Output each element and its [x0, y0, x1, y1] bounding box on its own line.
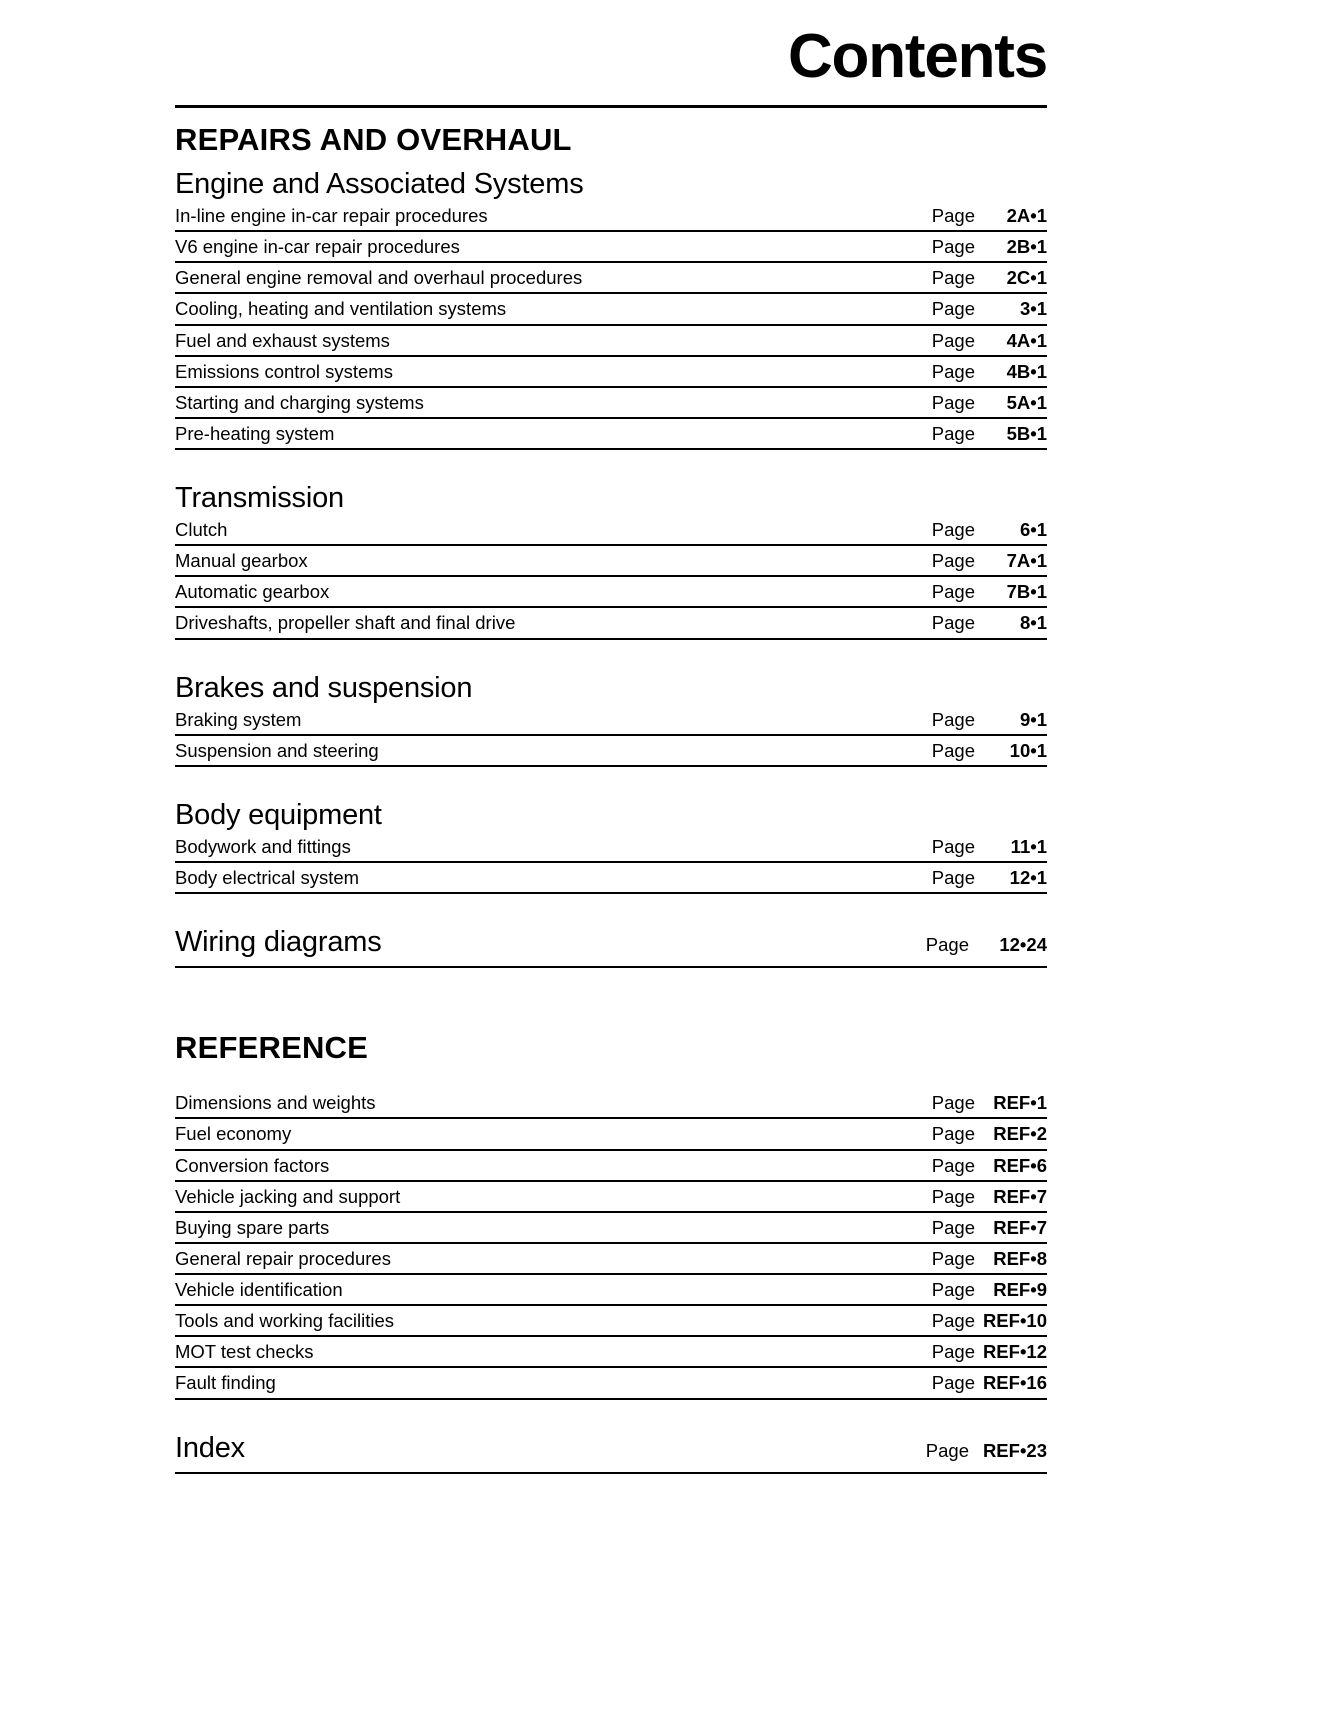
toc-entry-page [932, 612, 1047, 634]
section-spacer [175, 1066, 1047, 1088]
toc-entry[interactable] [175, 577, 1047, 608]
toc-entry-title: General repair procedures [175, 1247, 391, 1269]
toc-entry-page [932, 361, 1047, 383]
contents-content [175, 0, 1047, 1474]
page-label: Page [931, 391, 975, 413]
page-reference: 9•1 [1019, 708, 1047, 730]
toc-entry[interactable] [175, 201, 1047, 232]
toc-entry-title: Cooling, heating and ventilation systems [175, 298, 507, 320]
section-heading: Engine and Associated Systems [175, 168, 584, 200]
toc-entry[interactable] [175, 705, 1047, 736]
big-entry-spacer [175, 894, 1047, 916]
toc-entry-title: Fuel economy [175, 1123, 292, 1145]
toc-entry[interactable] [175, 546, 1047, 577]
toc-entry[interactable] [175, 388, 1047, 419]
toc-entry-index[interactable] [175, 1422, 1047, 1474]
toc-entry[interactable] [175, 1119, 1047, 1150]
masthead [175, 0, 1047, 108]
toc-entry-page [932, 1279, 1047, 1301]
toc-entry[interactable] [175, 1275, 1047, 1306]
toc-entry-page [932, 519, 1047, 541]
page-label: Page [931, 360, 975, 382]
toc-entry[interactable] [175, 263, 1047, 294]
toc-entry[interactable] [175, 1337, 1047, 1368]
page-label: Page [931, 236, 975, 258]
page-label: Page [931, 1279, 975, 1300]
section-heading: Brakes and suspension [175, 671, 473, 704]
toc-entry-page [932, 1155, 1047, 1177]
toc-entry[interactable] [175, 419, 1047, 450]
toc-entry-title: Dimensions and weights [175, 1092, 376, 1114]
page-label: Page [931, 708, 975, 730]
page-reference: 7A•1 [1006, 550, 1047, 572]
page-label: Page [931, 1341, 975, 1363]
page-label: Page [925, 934, 969, 955]
toc-entry-title: Conversion factors [175, 1154, 330, 1176]
toc-entry-title: V6 engine in-car repair procedures [175, 236, 460, 258]
toc-entry-title: MOT test checks [175, 1341, 314, 1363]
page-label: Page [931, 1216, 975, 1238]
toc-entry-title: Manual gearbox [175, 550, 308, 572]
section-spacer [175, 640, 1047, 662]
toc-entry-title: Driveshafts, propeller shaft and final drive [175, 612, 516, 634]
toc-entry-page [932, 423, 1047, 445]
page-reference: 2C•1 [1006, 267, 1047, 289]
page-reference: 4A•1 [1006, 329, 1047, 351]
page-reference: 8•1 [1019, 612, 1047, 634]
page-label: Page [931, 581, 975, 603]
toc-entry[interactable] [175, 515, 1047, 546]
toc-entry-page [932, 836, 1047, 858]
toc-entry-title: General engine removal and overhaul procedures [175, 267, 583, 289]
toc-entry-title: Clutch [175, 519, 228, 540]
page-reference: REF•7 [993, 1216, 1047, 1238]
part-spacer [175, 968, 1047, 1016]
page-reference: 2B•1 [1006, 236, 1047, 258]
section-brakes-and-suspension [175, 662, 1047, 767]
toc-entry-title: Vehicle identification [175, 1279, 343, 1300]
toc-entry-page [932, 1341, 1047, 1363]
toc-entry[interactable] [175, 1244, 1047, 1275]
page-reference: REF•7 [993, 1185, 1047, 1207]
toc-entry-page [932, 267, 1047, 289]
page-reference: REF•8 [993, 1247, 1047, 1269]
toc-entry[interactable] [175, 863, 1047, 894]
toc-entry[interactable] [175, 1151, 1047, 1182]
toc-entry-page [932, 709, 1047, 731]
page-label: Page [931, 1372, 975, 1394]
toc-entry-page [926, 1440, 1047, 1462]
section-heading: Transmission [175, 482, 344, 514]
toc-entry-page [932, 581, 1047, 603]
page-label: Page [931, 1185, 975, 1207]
toc-entry-title: Body electrical system [175, 866, 360, 888]
section-spacer [175, 767, 1047, 789]
page-reference: REF•1 [993, 1092, 1047, 1114]
section-transmission [175, 472, 1047, 640]
toc-entry[interactable] [175, 1182, 1047, 1213]
toc-entry-page [932, 1372, 1047, 1394]
page-reference: REF•16 [982, 1372, 1047, 1394]
toc-entry-page [932, 867, 1047, 889]
toc-entry-title: Emissions control systems [175, 360, 393, 382]
part-heading-repairs-and-overhaul: REPAIRS AND OVERHAUL [175, 122, 572, 157]
toc-entry-title: Fuel and exhaust systems [175, 329, 390, 351]
toc-entry[interactable] [175, 232, 1047, 263]
toc-entry-page [932, 330, 1047, 352]
page-label: Page [931, 267, 975, 289]
toc-entry-page [932, 1123, 1047, 1145]
toc-entry-page [932, 1092, 1047, 1114]
page-reference: 10•1 [1009, 739, 1047, 761]
toc-entry-title: Wiring diagrams [175, 926, 382, 958]
toc-entry-title: Index [175, 1431, 245, 1464]
toc-entry-title: Pre-heating system [175, 422, 335, 444]
toc-entry-page [926, 934, 1047, 956]
page-title: Contents [787, 22, 1047, 91]
page-reference: REF•9 [993, 1279, 1047, 1300]
toc-entry[interactable] [175, 1213, 1047, 1244]
page-label: Page [931, 422, 975, 444]
toc-entry-title: Buying spare parts [175, 1216, 330, 1238]
toc-entry-title: Vehicle jacking and support [175, 1185, 401, 1207]
toc-entry-page [932, 392, 1047, 414]
page-reference: 4B•1 [1006, 360, 1047, 382]
page-reference: REF•10 [982, 1310, 1047, 1332]
section-heading: Body equipment [175, 798, 382, 831]
toc-entry-page [932, 1310, 1047, 1332]
toc-entry-page [932, 740, 1047, 762]
part-heading-reference: REFERENCE [175, 1030, 368, 1066]
toc-entry[interactable] [175, 832, 1047, 863]
page-reference: 12•24 [999, 934, 1047, 955]
toc-entry[interactable] [175, 1306, 1047, 1337]
toc-entry-title: In-line engine in-car repair procedures [175, 205, 488, 226]
section-engine-and-associated-systems [175, 158, 1047, 450]
toc-entry[interactable] [175, 294, 1047, 325]
toc-entry-title: Automatic gearbox [175, 581, 330, 603]
page-reference: 7B•1 [1006, 581, 1047, 603]
page-label: Page [931, 1310, 975, 1332]
page-reference: REF•6 [993, 1154, 1047, 1176]
toc-entry-page [932, 550, 1047, 572]
page-reference: 2A•1 [1006, 205, 1047, 226]
page-label: Page [931, 1092, 975, 1114]
page-label: Page [931, 1247, 975, 1269]
toc-entry-page [932, 1217, 1047, 1239]
toc-entry-title: Braking system [175, 708, 302, 730]
page-reference: 6•1 [1019, 519, 1047, 540]
toc-entry-page [932, 205, 1047, 227]
toc-entry[interactable] [175, 736, 1047, 767]
page-label: Page [931, 519, 975, 540]
page-reference: 12•1 [1009, 866, 1047, 888]
toc-entry[interactable] [175, 1088, 1047, 1119]
toc-entry[interactable] [175, 608, 1047, 639]
page-label: Page [931, 1154, 975, 1176]
page-label: Page [931, 329, 975, 351]
page-label: Page [931, 550, 975, 572]
page-reference: REF•2 [993, 1123, 1047, 1145]
page-reference: REF•12 [982, 1341, 1047, 1363]
page-label: Page [931, 739, 975, 761]
toc-entry[interactable] [175, 357, 1047, 388]
toc-entry-title: Tools and working facilities [175, 1310, 395, 1332]
page-label: Page [931, 205, 975, 226]
toc-entry-title: Bodywork and fittings [175, 835, 351, 857]
page-reference: 11•1 [1010, 835, 1047, 857]
page-reference: 5A•1 [1006, 391, 1047, 413]
section-body-equipment [175, 789, 1047, 894]
toc-entry[interactable] [175, 1368, 1047, 1399]
toc-entry-title: Starting and charging systems [175, 391, 424, 413]
toc-entry[interactable] [175, 326, 1047, 357]
page-reference: 3•1 [1019, 298, 1047, 320]
big-entry-spacer [175, 1400, 1047, 1422]
toc-entry-wiring-diagrams[interactable] [175, 916, 1047, 968]
section-spacer [175, 450, 1047, 472]
page-reference: REF•23 [982, 1439, 1047, 1461]
toc-entry-title: Fault finding [175, 1372, 276, 1394]
page-label: Page [931, 612, 975, 634]
page-label: Page [925, 1439, 969, 1461]
page-reference: 5B•1 [1006, 422, 1047, 444]
page-label: Page [931, 835, 975, 857]
toc-entry-title: Suspension and steering [175, 739, 379, 761]
section-reference-entries [175, 1088, 1047, 1399]
page-label: Page [931, 298, 975, 320]
toc-entry-page [932, 236, 1047, 258]
toc-entry-page [932, 1186, 1047, 1208]
page-label: Page [931, 866, 975, 888]
page-label: Page [931, 1123, 975, 1145]
toc-entry-page [932, 298, 1047, 320]
toc-entry-page [932, 1248, 1047, 1270]
